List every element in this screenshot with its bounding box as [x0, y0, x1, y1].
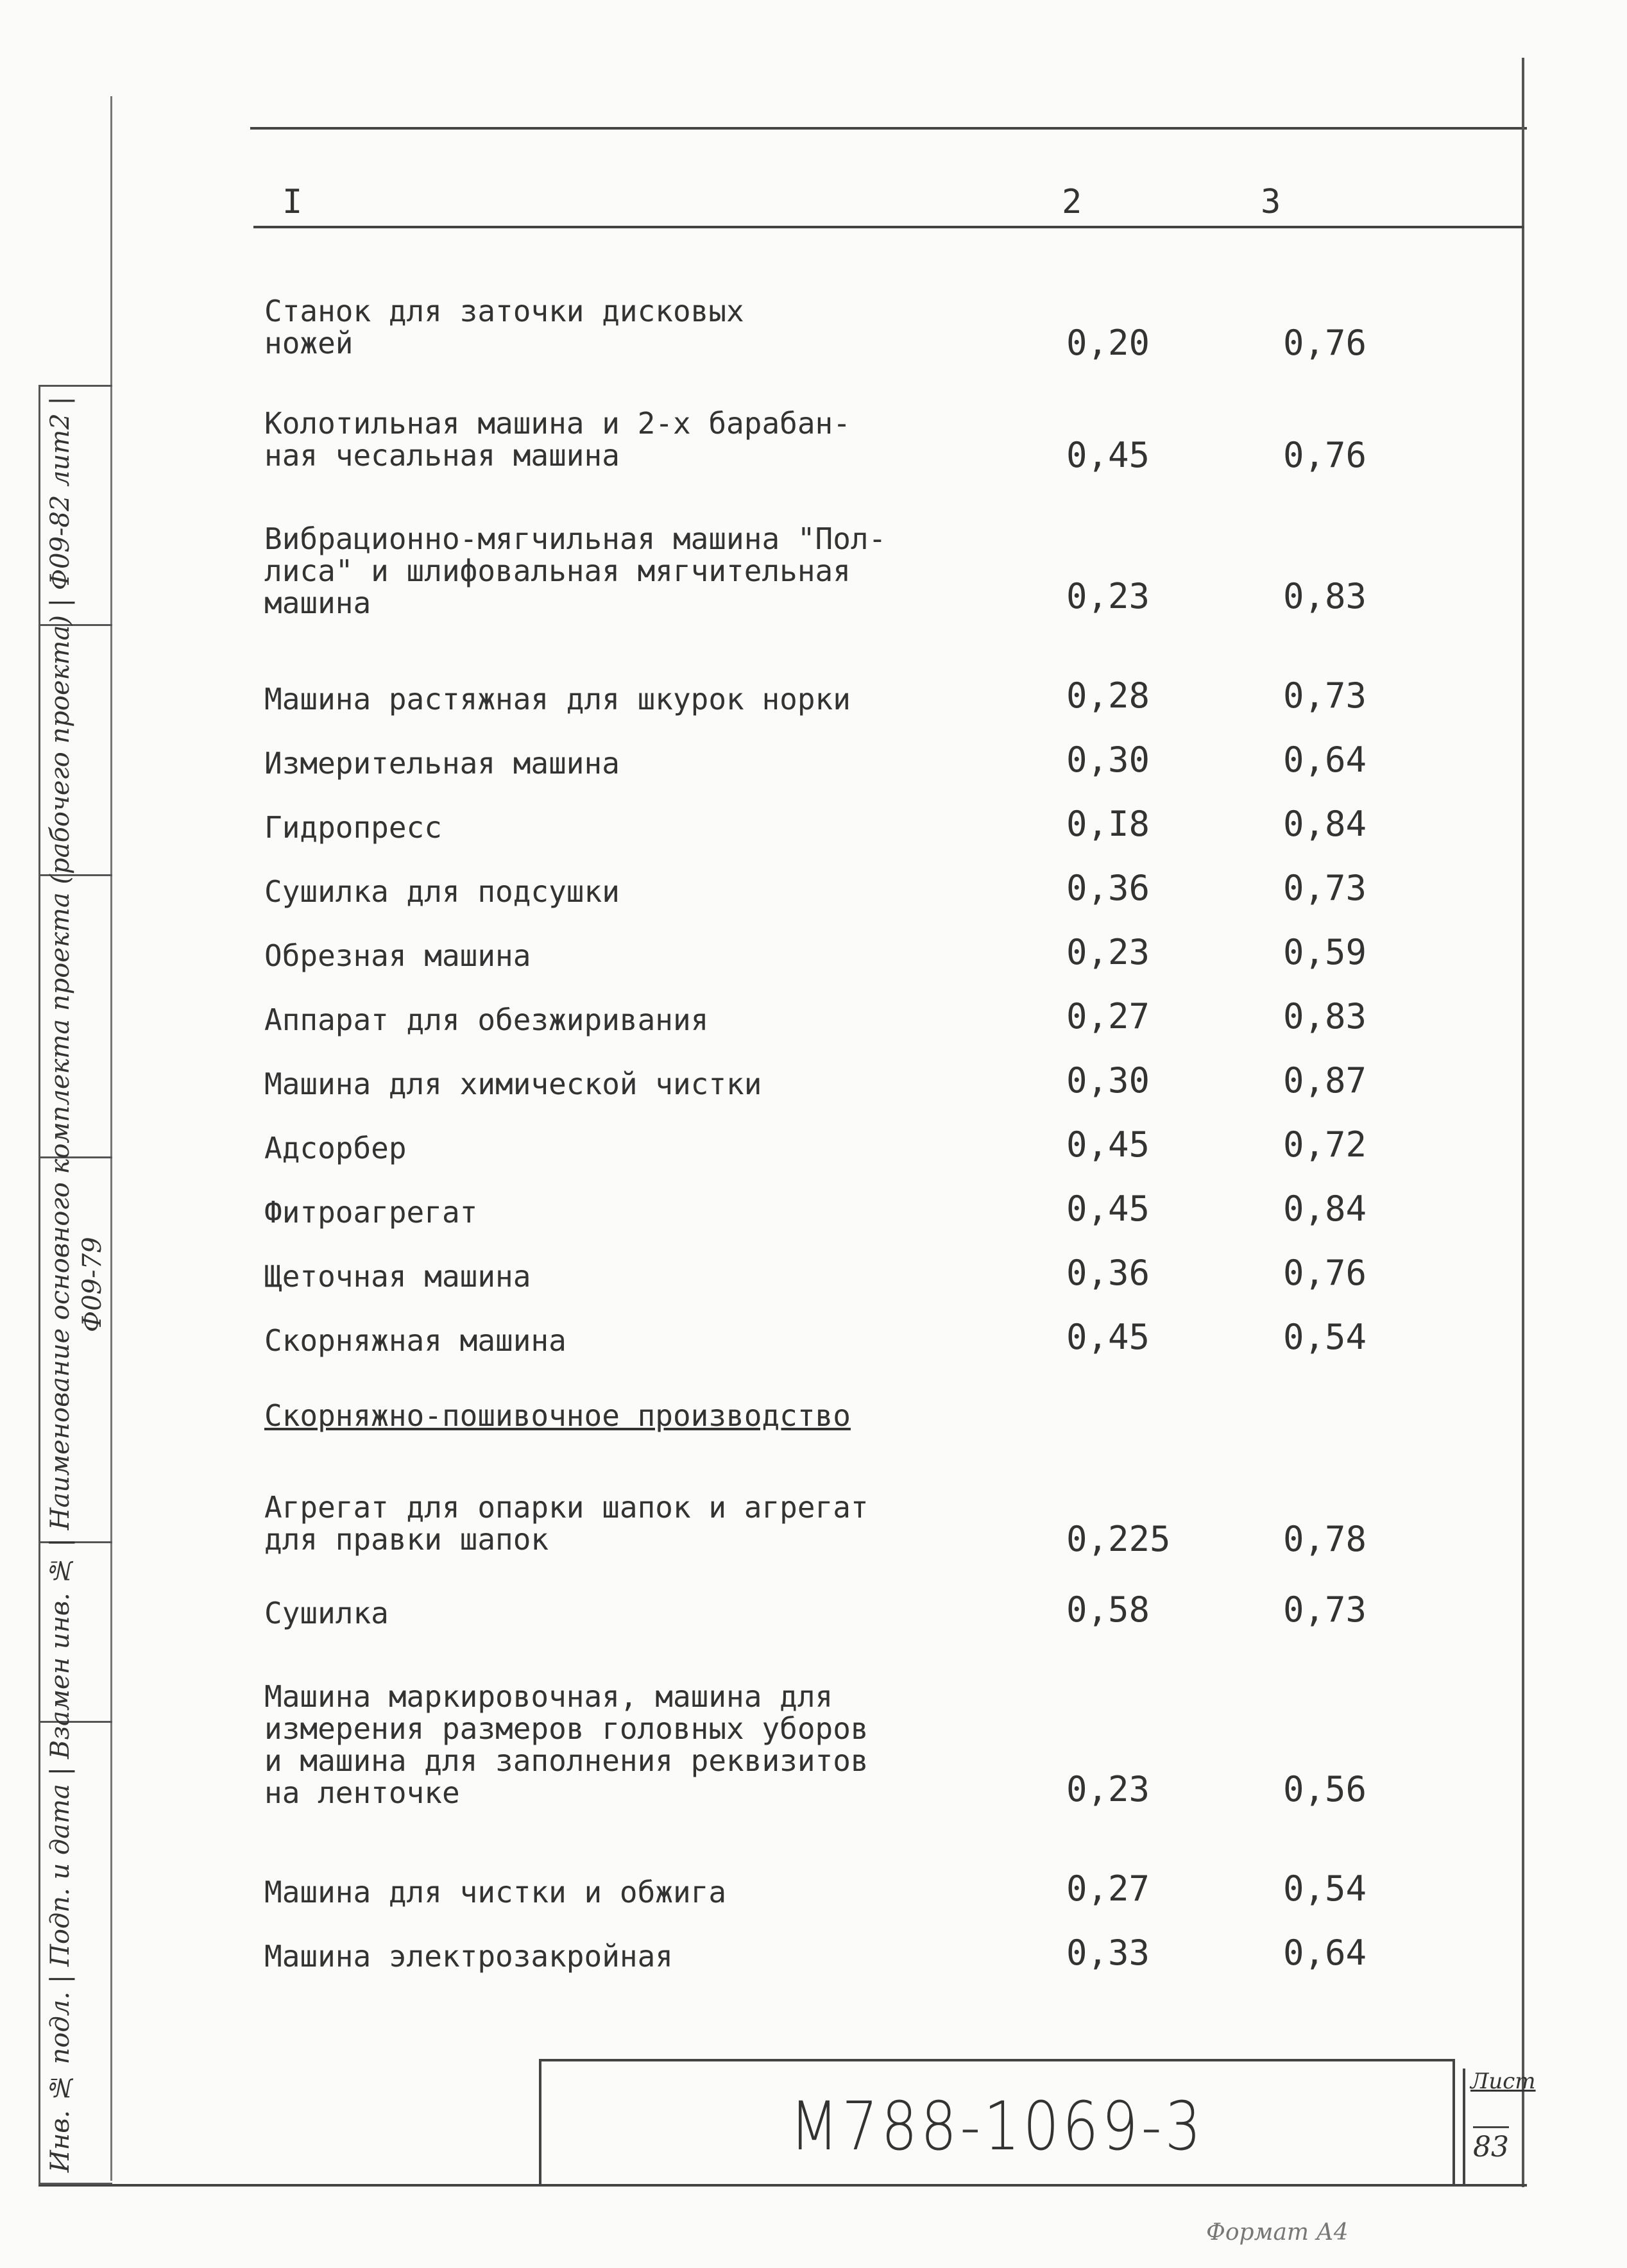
row-value-2: 0,30	[1066, 740, 1150, 780]
row-value-2: 0,20	[1066, 323, 1150, 363]
row-name: Вибрационно-мягчильная машина "Пол- лиса" и шлифовальная мягчительная машина	[264, 521, 887, 620]
row-value-3: 0,78	[1283, 1519, 1367, 1559]
row-name: Станок для заточки дисковых ножей	[264, 294, 744, 360]
row-value-3: 0,59	[1283, 932, 1367, 972]
row-value-3: 0,73	[1283, 675, 1367, 716]
row-value-3: 0,76	[1283, 1253, 1367, 1293]
row-value-3: 0,83	[1283, 576, 1367, 616]
row-value-3: 0,54	[1283, 1868, 1367, 1909]
row-value-3: 0,73	[1283, 1589, 1367, 1630]
row-value-3: 0,76	[1283, 435, 1367, 475]
row-name: Гидропресс	[264, 810, 442, 845]
title-block	[539, 2059, 1455, 2187]
frame-top-border	[250, 127, 1527, 130]
row-value-2: 0,23	[1066, 576, 1150, 616]
row-value-2: 0,30	[1066, 1060, 1150, 1101]
section-title: Скорняжно-пошивочное производство	[264, 1398, 851, 1433]
side-stamp-text: Инв. № подл. | Подп. и дата | Взамен инв. № | Наименование основного комплекта проекта (рабочего проекта) | Ф09-82 лит2 | Ф09-79	[46, 396, 107, 2173]
row-name: Адсорбер	[264, 1131, 407, 1165]
row-value-2: 0,I8	[1066, 804, 1150, 844]
column-header-2: 2	[1062, 183, 1082, 221]
row-value-2: 0,28	[1066, 675, 1150, 716]
row-name: Машина растяжная для шкурок норки	[264, 682, 851, 716]
sheet-label: Лист	[1470, 2069, 1536, 2094]
row-name: Колотильная машина и 2-х барабан- ная чесальная машина	[264, 406, 851, 473]
row-value-3: 0,84	[1283, 1189, 1367, 1229]
row-name: Фитроагрегат	[264, 1195, 478, 1230]
row-name: Сушилка для подсушки	[264, 874, 620, 909]
row-name: Машина для химической чистки	[264, 1067, 762, 1101]
side-stamp	[38, 385, 112, 2185]
row-value-2: 0,45	[1066, 435, 1150, 475]
row-value-3: 0,64	[1283, 1933, 1367, 1973]
row-value-2: 0,58	[1066, 1589, 1150, 1630]
row-name: Измерительная машина	[264, 746, 620, 781]
row-name: Сушилка	[264, 1596, 389, 1630]
row-name: Скорняжная машина	[264, 1323, 566, 1358]
row-value-2: 0,36	[1066, 1253, 1150, 1293]
row-value-2: 0,225	[1066, 1519, 1171, 1559]
row-value-2: 0,33	[1066, 1933, 1150, 1973]
row-name: Машина маркировочная, машина для измерения размеров головных уборов и машина для заполнения реквизитов на ленточке	[264, 1679, 869, 1810]
row-value-2: 0,27	[1066, 1868, 1150, 1909]
row-value-3: 0,64	[1283, 740, 1367, 780]
header-rule	[253, 226, 1524, 228]
row-value-2: 0,27	[1066, 996, 1150, 1037]
row-value-2: 0,45	[1066, 1124, 1150, 1165]
row-value-2: 0,23	[1066, 1769, 1150, 1809]
row-name: Обрезная машина	[264, 938, 531, 973]
column-header-3: 3	[1261, 183, 1281, 221]
frame-right-border	[1522, 58, 1524, 2187]
row-value-2: 0,45	[1066, 1189, 1150, 1229]
row-value-3: 0,83	[1283, 996, 1367, 1037]
row-value-3: 0,54	[1283, 1317, 1367, 1357]
format-note: Формат А4	[1206, 2219, 1349, 2246]
row-value-2: 0,23	[1066, 932, 1150, 972]
row-name: Аппарат для обезжиривания	[264, 1003, 709, 1037]
row-value-3: 0,56	[1283, 1769, 1367, 1809]
row-name: Щеточная машина	[264, 1259, 531, 1294]
row-value-3: 0,76	[1283, 323, 1367, 363]
row-value-2: 0,36	[1066, 868, 1150, 908]
row-name: Агрегат для опарки шапок и агрегат для правки шапок	[264, 1490, 869, 1557]
document-code: M788-1069-3	[789, 2087, 1205, 2165]
row-value-2: 0,45	[1066, 1317, 1150, 1357]
column-header-1: I	[282, 183, 303, 221]
row-value-3: 0,87	[1283, 1060, 1367, 1101]
row-value-3: 0,72	[1283, 1124, 1367, 1165]
row-value-3: 0,73	[1283, 868, 1367, 908]
sheet-number: 83	[1473, 2126, 1509, 2163]
row-value-3: 0,84	[1283, 804, 1367, 844]
sheet-box	[1463, 2069, 1536, 2184]
row-name: Машина электрозакройная	[264, 1939, 673, 1974]
row-name: Машина для чистки и обжига	[264, 1875, 727, 1909]
